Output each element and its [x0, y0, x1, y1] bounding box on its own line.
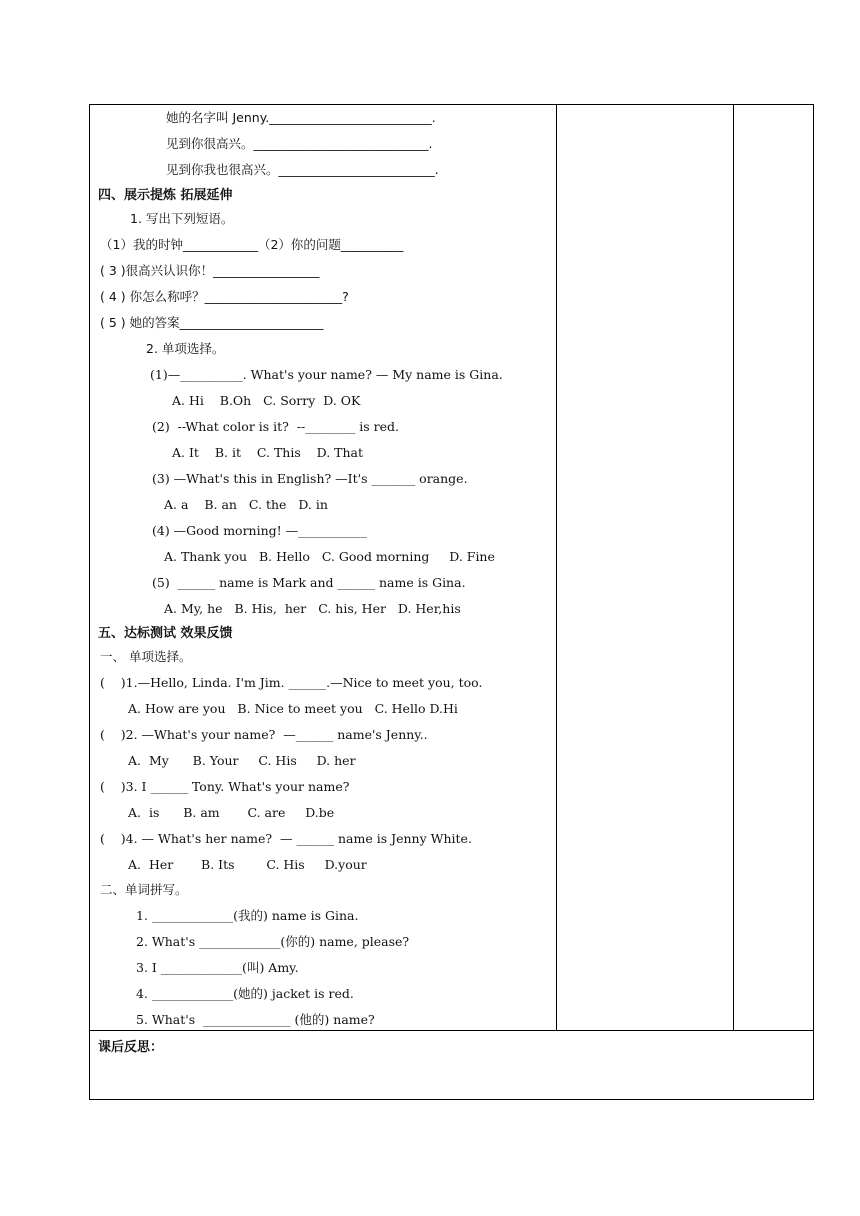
instruction-line: 2. 单项选择。: [146, 341, 225, 356]
question-line: (4) —Good morning! —___________: [152, 523, 367, 538]
subsection-heading: 一、 单项选择。: [100, 649, 192, 664]
reflection-label: 课后反思：: [98, 1040, 164, 1055]
question-line: ( )4. — What's her name? — ______ name is Jenny White.: [100, 831, 472, 846]
question-line: (5) ______ name is Mark and ______ name is Gina.: [152, 575, 466, 590]
section-heading: 四、展示提炼 拓展延伸: [98, 188, 233, 203]
exercise-line: ( 3 )很高兴认识你！_________________: [100, 263, 320, 278]
options-line: A. It B. it C. This D. That: [172, 445, 364, 460]
spelling-line: 4. _____________(她的) jacket is red.: [136, 986, 354, 1001]
options-line: A. a B. an C. the D. in: [164, 497, 328, 512]
section-heading: 五、达标测试 效果反馈: [98, 626, 233, 641]
sentence-line: 见到你很高兴。____________________________.: [166, 136, 433, 151]
exercise-line: ( 5 ) 她的答案_______________________: [100, 315, 324, 330]
sentence-line: 她的名字叫 Jenny.__________________________.: [166, 110, 436, 125]
question-line: ( )3. I ______ Tony. What's your name?: [100, 779, 350, 794]
options-line: A. Her B. Its C. His D.your: [128, 857, 367, 872]
column-divider-2: [733, 104, 734, 1031]
exercise-line: （1）我的时钟____________（2）你的问题__________: [100, 237, 404, 252]
subsection-heading: 二、单词拼写。: [100, 882, 188, 897]
question-line: (1)—__________. What's your name? — My name is Gina.: [150, 367, 503, 382]
question-line: (2) --What color is it? --________ is red.: [152, 419, 399, 434]
options-line: A. How are you B. Nice to meet you C. Hello D.Hi: [128, 701, 458, 716]
question-line: ( )2. —What's your name? —______ name's Jenny..: [100, 727, 428, 742]
options-line: A. is B. am C. are D.be: [128, 805, 335, 820]
options-line: A. My B. Your C. His D. her: [128, 753, 356, 768]
exercise-line: ( 4 ) 你怎么称呼？______________________?: [100, 289, 349, 304]
question-line: (3) —What's this in English? —It's _______ orange.: [152, 471, 468, 486]
spelling-line: 5. What's ______________ (他的) name?: [136, 1012, 375, 1027]
options-line: A. Thank you B. Hello C. Good morning D. Fine: [164, 549, 495, 564]
options-line: A. My, he B. His, her C. his, Her D. Her,his: [164, 601, 461, 616]
spelling-line: 1. _____________(我的) name is Gina.: [136, 908, 359, 923]
spelling-line: 3. I _____________(叫) Amy.: [136, 960, 299, 975]
instruction-line: 1. 写出下列短语。: [130, 211, 234, 226]
row-divider: [89, 1030, 814, 1031]
options-line: A. Hi B.Oh C. Sorry D. OK: [172, 393, 361, 408]
question-line: ( )1.—Hello, Linda. I'm Jim. ______.—Nice to meet you, too.: [100, 675, 483, 690]
column-divider-1: [556, 104, 557, 1031]
spelling-line: 2. What's _____________(你的) name, please?: [136, 934, 410, 949]
sentence-line: 见到你我也很高兴。_________________________.: [166, 162, 439, 177]
